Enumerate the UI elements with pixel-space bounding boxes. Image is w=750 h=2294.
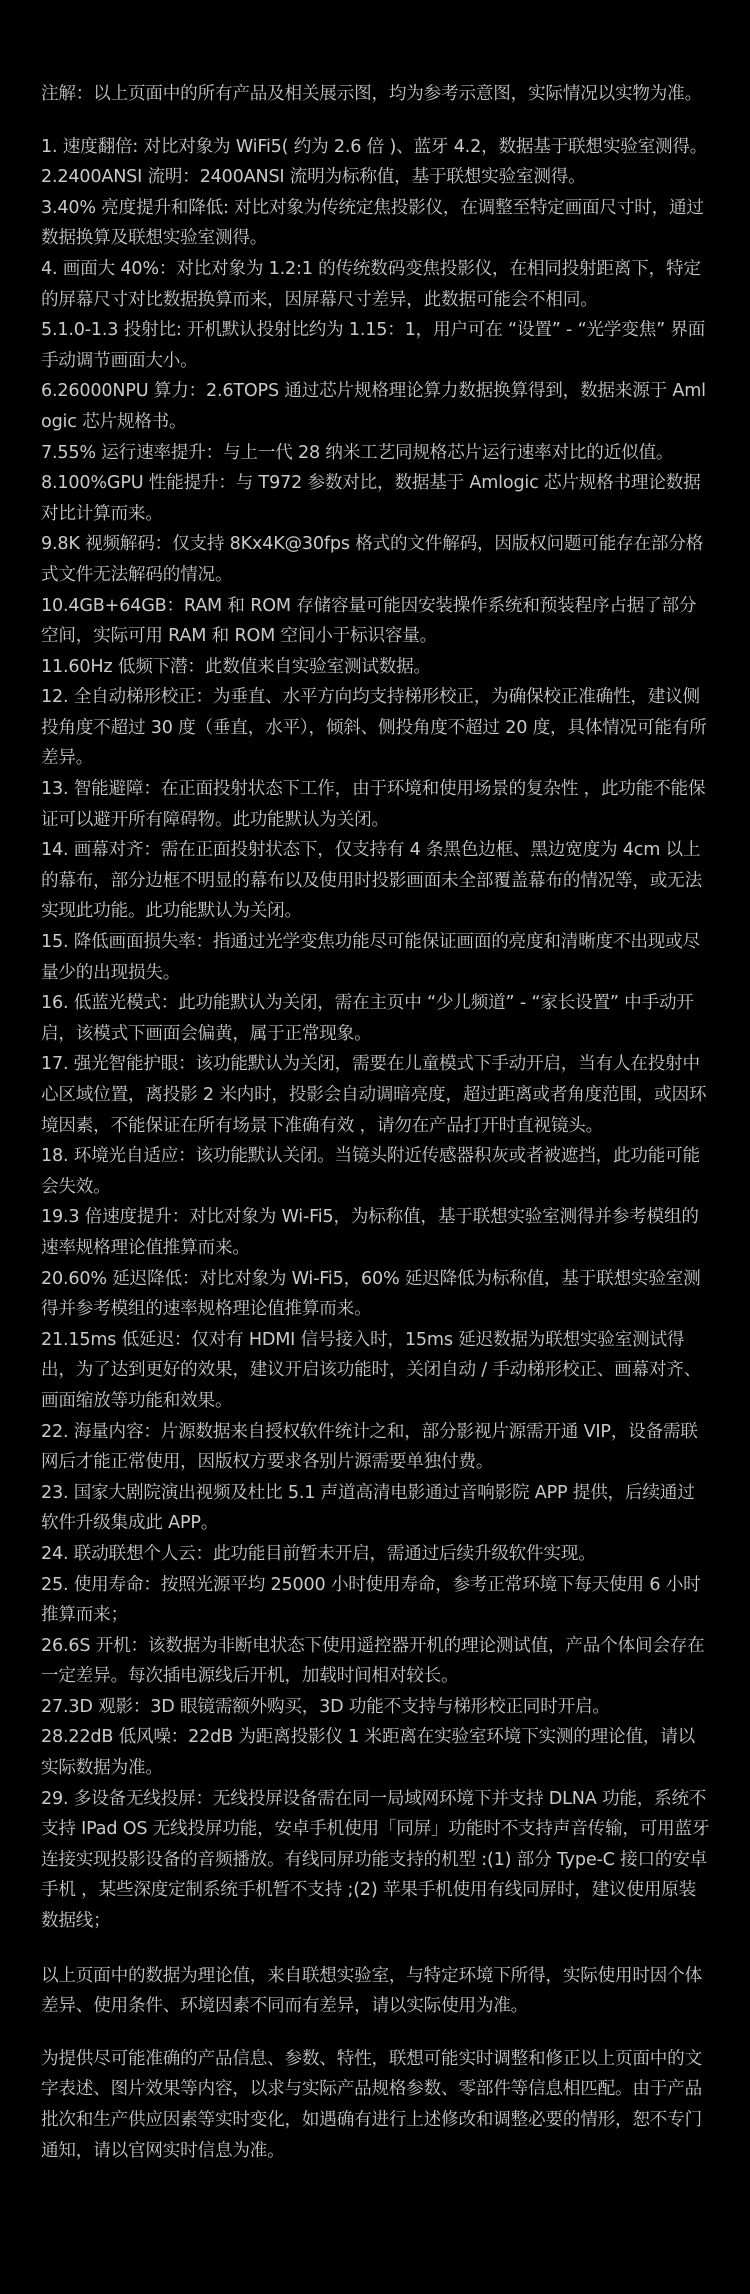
footnote-item: 12. 全自动梯形校正：为垂直、水平方向均支持梯形校正，为确保校正准确性，建议侧投角度不超过 30 度（垂直，水平），倾斜、侧投角度不超过 20 度，具体情况可能有所差异。	[41, 687, 707, 769]
footnote-item: 21.15ms 低延迟：仅对有 HDMI 信号接入时，15ms 延迟数据为联想实验室测试得出，为了达到更好的效果，建议开启该功能时，关闭自动 / 手动梯形校正、画幕对齐、画面缩放等功能和效果。	[41, 1329, 702, 1411]
footnote-item: 17. 强光智能护眼：该功能默认为关闭，需要在儿童模式下手动开启，当有人在投射中心区域位置，离投影 2 米内时，投影会自动调暗亮度，超过距离或者角度范围，或因环境因素，不能保证在所有场景下准确有效 ，请勿在产品打开时直视镜头。	[41, 1054, 707, 1136]
footnote-item: 16. 低蓝光模式：此功能默认为关闭，需在主页中 “少儿频道” - “家长设置” 中手动开启，该模式下画面会偏黄，属于正常现象。	[41, 993, 694, 1044]
footnote-item: 22. 海量内容：片源数据来自授权软件统计之和，部分影视片源需开通 VIP，设备需联网后才能正常使用，因版权方要求各别片源需要单独付费。	[41, 1421, 698, 1473]
footnote-item: 24. 联动联想个人云：此功能目前暂未开启，需通过后续升级软件实现。	[41, 1543, 596, 1564]
footnote-item: 15. 降低画面损失率：指通过光学变焦功能尽可能保证画面的亮度和清晰度不出现或尽量少的出现损失。	[41, 932, 700, 983]
footnote-item: 3.40% 亮度提升和降低: 对比对象为传统定焦投影仪，在调整至特定画面尺寸时，通过数据换算及联想实验室测得。	[41, 197, 704, 249]
footnote-item: 13. 智能避障：在正面投射状态下工作，由于环境和使用场景的复杂性 ，此功能不能保证可以避开所有障碍物。此功能默认为关闭。	[41, 779, 706, 830]
data-disclaimer: 以上页面中的数据为理论值，来自联想实验室，与特定环境下所得，实际使用时因个体差异、使用条件、环境因素不同而有差异，请以实际使用为准。	[41, 1965, 702, 2017]
footnote-item: 4. 画面大 40%：对比对象为 1.2:1 的传统数码变焦投影仪，在相同投射距离下，特定的屏幕尺寸对比数据换算而来，因屏幕尺寸差异，此数据可能会不相同。	[41, 258, 701, 310]
footnote-item: 28.22dB 低风噪：22dB 为距离投影仪 1 米距离在实验室环境下实测的理论值，请以实际数据为准。	[41, 1727, 696, 1779]
footnote-item: 20.60% 延迟降低：对比对象为 Wi-Fi5，60% 延迟降低为标称值，基于联想实验室测得并参考模组的速率规格理论值推算而来。	[41, 1268, 701, 1320]
footnote-item: 19.3 倍速度提升：对比对象为 Wi-Fi5，为标称值，基于联想实验室测得并参考模组的速率规格理论值推算而来。	[41, 1207, 699, 1258]
footnote-item: 6.26000NPU 算力：2.6TOPS 通过芯片规格理论算力数据换算得到，数据来源于 Amlogic 芯片规格书。	[41, 381, 706, 432]
footnote-item: 11.60Hz 低频下潜：此数值来自实验室测试数据。	[41, 656, 431, 677]
footnote-item: 14. 画幕对齐：需在正面投射状态下，仅支持有 4 条黑色边框、黑边宽度为 4cm 以上的幕布，部分边框不明显的幕布以及使用时投影画面未全部覆盖幕布的情况等，或无法实现此功能。此功能默认为关闭。	[41, 840, 702, 922]
intro-note: 注解：以上页面中的所有产品及相关展示图，均为参考示意图，实际情况以实物为准。	[41, 84, 702, 104]
content-update-disclaimer: 为提供尽可能准确的产品信息、参数、特性，联想可能实时调整和修正以上页面中的文字表述、图片效果等内容，以求与实际产品规格参数、零部件等信息相匹配。由于产品批次和生产供应因素等实时变化，如遇确有进行上述修改和调整必要的情形，恕不专门通知，请以官网实时信息为准。	[41, 2048, 702, 2161]
footnote-item: 26.6S 开机：该数据为非断电状态下使用遥控器开机的理论测试值，产品个体间会存在一定差异。每次插电源线后开机，加载时间相对较长。	[41, 1635, 705, 1687]
footnote-item: 18. 环境光自适应：该功能默认关闭。当镜头附近传感器积灰或者被遮挡，此功能可能会失效。	[41, 1146, 700, 1197]
footnote-item: 23. 国家大剧院演出视频及杜比 5.1 声道高清电影通过音响影院 APP 提供，后续通过软件升级集成此 APP。	[41, 1482, 695, 1534]
footnote-item: 1. 速度翻倍: 对比对象为 WiFi5( 约为 2.6 倍 )、蓝牙 4.2，数据基于联想实验室测得。	[41, 136, 708, 157]
footnote-item: 7.55% 运行速率提升：与上一代 28 纳米工艺同规格芯片运行速率对比的近似值。	[41, 442, 674, 463]
footnote-list	[41, 132, 711, 1937]
footnote-item: 2.2400ANSI 流明：2400ANSI 流明为标称值，基于联想实验室测得。	[41, 167, 586, 188]
footnote-item: 5.1.0-1.3 投射比: 开机默认投射比约为 1.15：1，用户可在 “设置” - “光学变焦” 界面手动调节画面大小。	[41, 320, 706, 371]
footnote-item: 25. 使用寿命：按照光源平均 25000 小时使用寿命，参考正常环境下每天使用 6 小时推算而来；	[41, 1574, 701, 1626]
footnote-item: 29. 多设备无线投屏：无线投屏设备需在同一局域网环境下并支持 DLNA 功能，系统不支持 IPad OS 无线投屏功能，安卓手机使用「同屏」功能时不支持声音传输，可用蓝牙连接实现投影设备的音频播放。有线同屏功能支持的机型 :(1) 部分 Type-C 接口的安卓手机 ，某些深度定制系统手机暂不支持 ;(2) 苹果手机使用有线同屏时，建议使用原装数据线；	[41, 1788, 710, 1932]
footnote-item: 9.8K 视频解码：仅支持 8Kx4K@30fps 格式的文件解码，因版权问题可能存在部分格式文件无法解码的情况。	[41, 534, 704, 585]
footnote-item: 8.100%GPU 性能提升：与 T972 参数对比，数据基于 Amlogic 芯片规格书理论数据对比计算而来。	[41, 473, 701, 524]
footnote-item: 27.3D 观影：3D 眼镜需额外购买，3D 功能不支持与梯形校正同时开启。	[41, 1696, 610, 1717]
footnote-item: 10.4GB+64GB：RAM 和 ROM 存储容量可能因安装操作系统和预装程序占据了部分空间，实际可用 RAM 和 ROM 空间小于标识容量。	[41, 595, 697, 647]
